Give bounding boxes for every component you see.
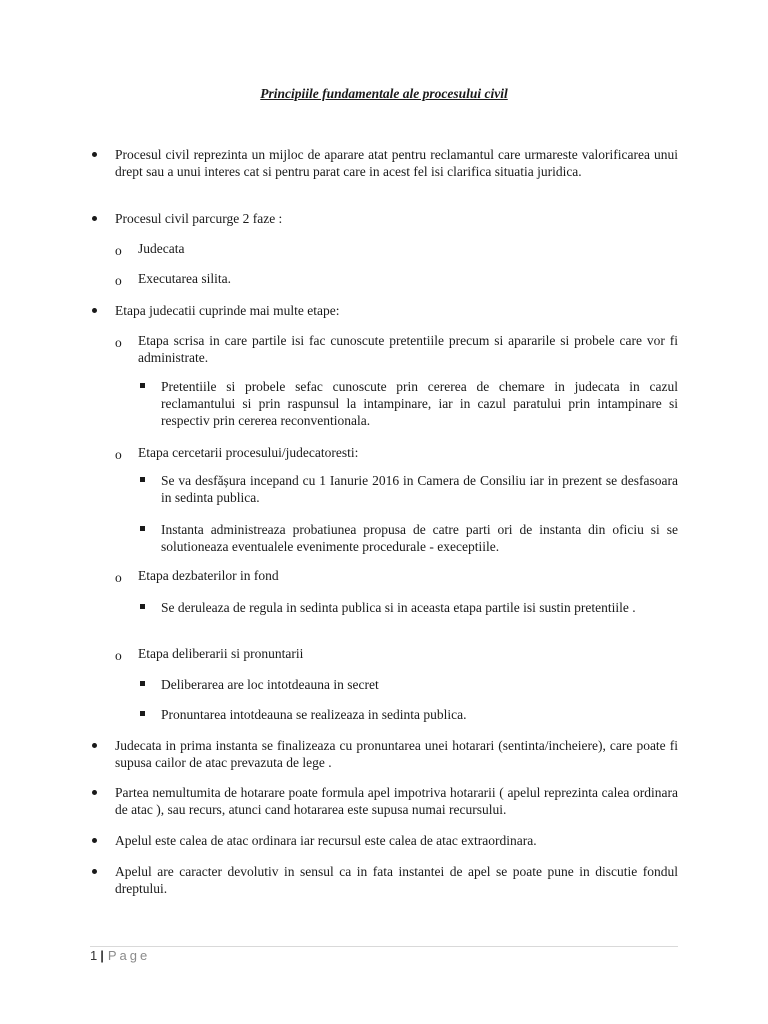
sub-bullet-marker: o [115, 648, 122, 663]
bullet-dot-icon [92, 216, 97, 221]
sub-bullet-marker: o [115, 447, 122, 462]
bullet-dot-icon [92, 308, 97, 313]
footer-divider [90, 946, 678, 947]
list-item: Procesul civil parcurge 2 faze : [115, 211, 283, 226]
sub-bullet-marker: o [115, 243, 122, 258]
list-item: Judecata [138, 241, 185, 256]
list-item: Pretentiile si probele sefac cunoscute prin cererea de chemare in judecata in cazul reclamantului si prin raspunsul la intampinare, iar in cazul paratului prin intampinare si respectiv prin cererea reconventionala. [161, 379, 678, 428]
list-item: Judecata in prima instanta se finalizeaza cu pronuntarea unei hotarari (sentinta/incheiere), care poate fi supusa cailor de atac prevazuta de lege . [115, 738, 678, 770]
list-item: Etapa deliberarii si pronuntarii [138, 646, 304, 661]
bullet-dot-icon [92, 838, 97, 843]
list-item: Apelul are caracter devolutiv in sensul ca in fata instantei de apel se poate pune in discutie fondul dreptului. [115, 864, 678, 896]
list-item: Deliberarea are loc intotdeauna in secret [161, 677, 379, 692]
list-item: Etapa judecatii cuprinde mai multe etape: [115, 303, 340, 318]
page-label: Page [107, 948, 151, 963]
bullet-square-icon [140, 681, 145, 686]
page-footer [90, 948, 150, 963]
bullet-dot-icon [92, 152, 97, 157]
list-item: Partea nemultumita de hotarare poate formula apel impotriva hotararii ( apelul reprezinta calea ordinara de atac ), sau recurs, atunci cand hotararea este supusa numai recursului. [115, 785, 678, 817]
bullet-dot-icon [92, 790, 97, 795]
bullet-square-icon [140, 604, 145, 609]
bullet-square-icon [140, 711, 145, 716]
sub-bullet-marker: o [115, 273, 122, 288]
bullet-dot-icon [92, 743, 97, 748]
list-item: Etapa scrisa in care partile isi fac cunoscute pretentiile precum si apararile si probele care vor fi administrate. [138, 333, 678, 365]
list-item: Procesul civil reprezinta un mijloc de aparare atat pentru reclamantul care urmareste valorificarea unui drept sau a unui interes cat si pentru parat care in acest fel isi clarifica situatia juridica. [115, 147, 678, 179]
footer-separator: | [100, 948, 104, 963]
list-item: Se deruleaza de regula in sedinta publica si in aceasta etapa partile isi sustin pretentiile . [161, 600, 636, 615]
bullet-square-icon [140, 383, 145, 388]
bullet-square-icon [140, 477, 145, 482]
document-title: Principiile fundamentale ale procesului civil [260, 86, 508, 101]
list-item: Pronuntarea intotdeauna se realizeaza in sedinta publica. [161, 707, 467, 722]
page-number: 1 [90, 948, 98, 963]
list-item: Apelul este calea de atac ordinara iar recursul este calea de atac extraordinara. [115, 833, 537, 848]
list-item: Etapa dezbaterilor in fond [138, 568, 279, 583]
bullet-square-icon [140, 526, 145, 531]
sub-bullet-marker: o [115, 570, 122, 585]
list-item: Se va desfășura incepand cu 1 Ianurie 2016 in Camera de Consiliu iar in prezent se desfasoara in sedinta publica. [161, 473, 678, 505]
list-item: Executarea silita. [138, 271, 231, 286]
bullet-dot-icon [92, 869, 97, 874]
list-item: Instanta administreaza probatiunea propusa de catre parti ori de instanta din oficiu si se solutioneaza eventualele evenimente procedurale - execeptiile. [161, 522, 678, 554]
sub-bullet-marker: o [115, 335, 122, 350]
list-item: Etapa cercetarii procesului/judecatoresti: [138, 445, 359, 460]
